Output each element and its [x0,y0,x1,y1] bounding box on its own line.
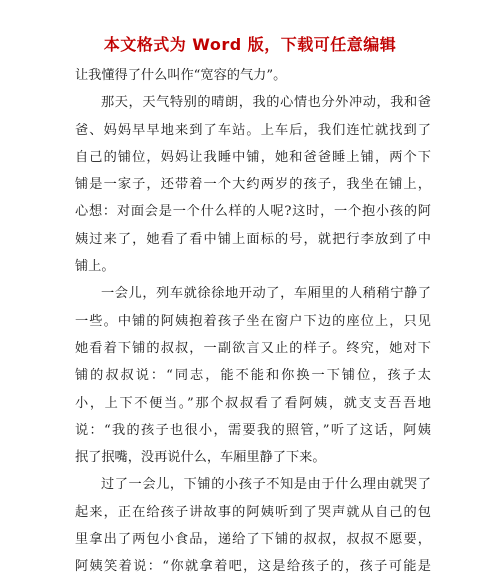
text-line: 说：“我的孩子也很小，需要我的照管，”听了这话，阿姨 [75,422,431,438]
text-line: 让我懂得了什么叫作“宽容的气力”。 [75,68,287,83]
text-line: 铺的叔叔说：“同志，能不能和你换一下铺位，孩子太 [75,368,431,384]
text-line: 心想：对面会是一个什么样的人呢?这时，一个抱小孩的阿 [75,204,431,220]
document-body [75,62,431,581]
word-format-banner: 本文格式为 Word 版，下载可任意编辑 [103,35,397,54]
text-line: 那天，天气特别的晴朗，我的心情也分外冲动，我和爸 [101,95,431,111]
text-line: 抿了抿嘴，没再说什么，车厢里静了下来。 [75,450,326,466]
text-line: 一会儿，列车就徐徐地开动了，车厢里的人稍稍宁静了 [101,286,431,302]
text-line: 过了一会儿，下铺的小孩子不知是由于什么理由就哭了 [101,477,431,493]
text-line: 自己的铺位，妈妈让我睡中铺，她和爸爸睡上铺，两个下 [75,149,431,165]
text-line: 阿姨笑着说：“你就拿着吧，这是给孩子的，孩子可能是 [75,559,431,575]
text-line: 她看着下铺的叔叔，一副欲言又止的样子。终究，她对下 [75,340,431,356]
text-line: 小，上下不便当。”那个叔叔看了看阿姨，就支支吾吾地 [75,395,431,411]
text-line: 一些。中铺的阿姨抱着孩子坐在窗户下边的座位上，只见 [75,313,431,329]
text-line: 爸、妈妈早早地来到了车站。上车后，我们连忙就找到了 [75,122,431,138]
text-line: 里拿出了两包小食品，递给了下铺的叔叔，叔叔不愿要， [75,532,431,548]
text-line: 铺上。 [75,259,115,275]
text-line: 起来，正在给孩子讲故事的阿姨听到了哭声就从自己的包 [75,504,431,520]
text-line: 铺是一家子，还带着一个大约两岁的孩子，我坐在铺上， [75,177,431,193]
text-line: 姨过来了，她看了看中铺上面标的号，就把行李放到了中 [75,231,431,247]
